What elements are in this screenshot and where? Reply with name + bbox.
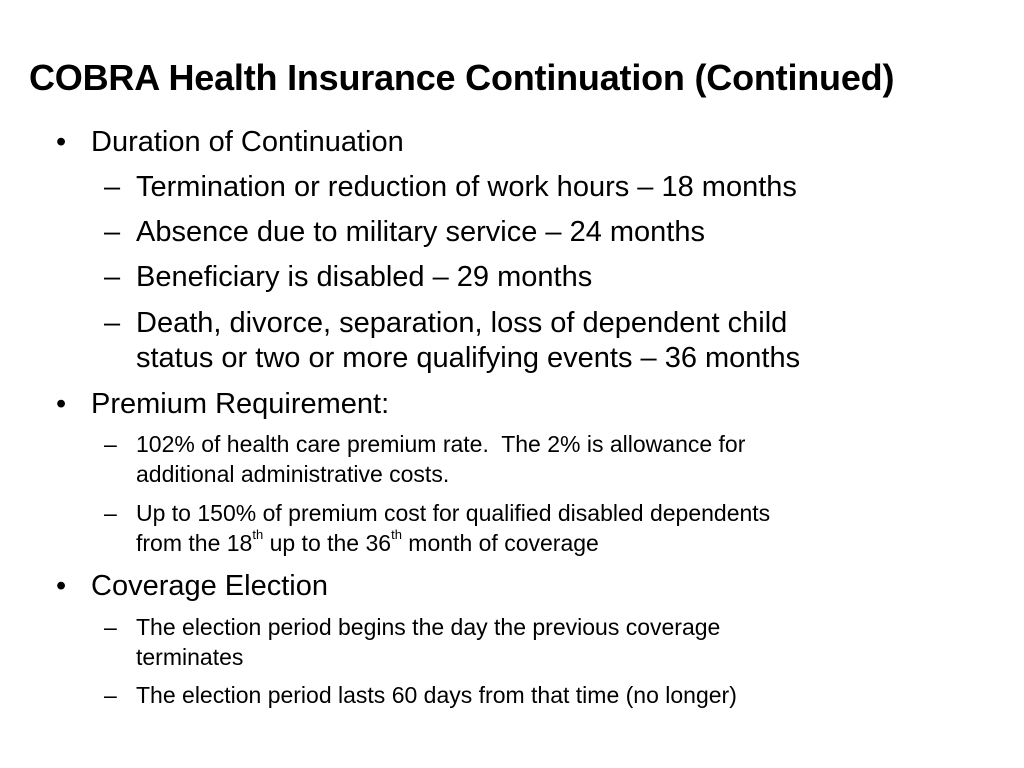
sub-item-text-line-1: Up to 150% of premium cost for qualified disabled dependents xyxy=(136,500,771,526)
bullet-icon: • xyxy=(56,126,67,158)
sub-item-text: Termination or reduction of work hours – 18 months xyxy=(136,171,797,203)
slide-title: COBRA Health Insurance Continuation (Continued) xyxy=(29,57,895,98)
text-segment: from the 18 xyxy=(136,530,253,556)
bullet-text: Duration of Continuation xyxy=(91,126,404,158)
bullet-icon: • xyxy=(56,388,67,420)
dash-icon: – xyxy=(104,261,121,293)
sub-item-text-line-2: status or two or more qualifying events – 36 months xyxy=(136,342,801,374)
dash-icon: – xyxy=(104,682,117,708)
superscript: th xyxy=(252,527,264,543)
sub-item-text: Absence due to military service – 24 months xyxy=(136,216,705,248)
bullet-icon: • xyxy=(56,570,67,602)
sub-item-text-line-1: 102% of health care premium rate. The 2% is allowance for xyxy=(136,431,746,457)
dash-icon: – xyxy=(104,431,117,457)
dash-icon: – xyxy=(104,171,121,203)
bullet-text: Coverage Election xyxy=(91,570,328,602)
sub-item-text-line-1: The election period begins the day the previous coverage xyxy=(136,614,721,640)
dash-icon: – xyxy=(104,307,121,339)
sub-item-text-line-2 xyxy=(136,529,599,558)
bullet-text: Premium Requirement: xyxy=(91,388,390,420)
dash-icon: – xyxy=(104,614,117,640)
superscript: th xyxy=(391,527,402,543)
sub-item-text-line-1: Death, divorce, separation, loss of dependent child xyxy=(136,307,788,339)
dash-icon: – xyxy=(104,216,121,248)
sub-item-text-line-2: terminates xyxy=(136,644,244,670)
sub-item-text: The election period lasts 60 days from that time (no longer) xyxy=(136,682,737,708)
sub-item-text-line-2: additional administrative costs. xyxy=(136,461,450,487)
text-segment: up to the 36 xyxy=(263,530,392,556)
sub-item-text: Beneficiary is disabled – 29 months xyxy=(136,261,593,293)
dash-icon: – xyxy=(104,500,117,526)
text-segment: month of coverage xyxy=(401,530,599,556)
